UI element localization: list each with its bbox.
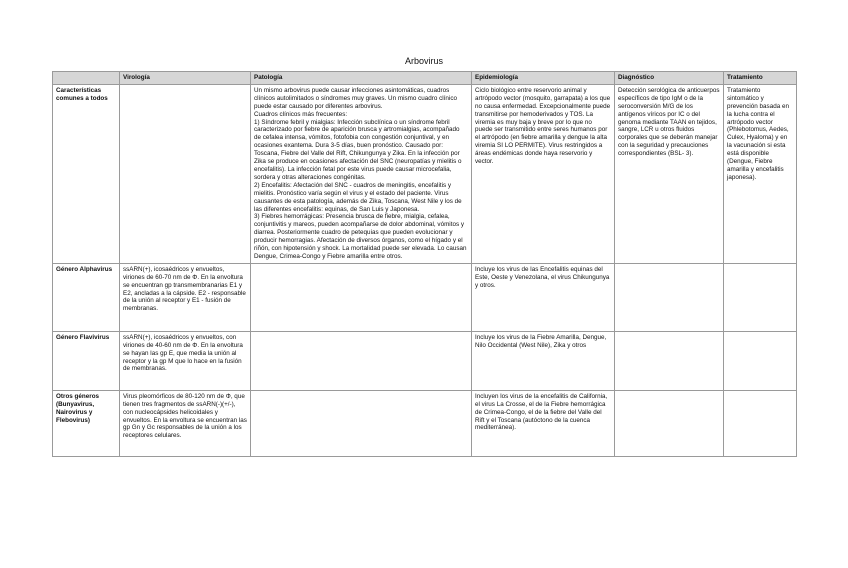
cell-virologia: Virus pleomórficos de 80-120 nm de Φ, que tienen tres fragmentos de ssARN(-)(+/-), con nucleocápsides helicoidales y envueltos. En la envoltura se encuentran las gp Gn y Gc responsables de la unión a los receptores celulares. <box>120 390 251 456</box>
table-row <box>53 390 797 456</box>
header-diagnostico: Diagnóstico <box>615 72 724 85</box>
cell-patologia <box>251 390 472 456</box>
row-head: Género Flavivirus <box>53 331 120 390</box>
cell-epidemiologia: Ciclo biológico entre reservorio animal y artrópodo vector (mosquito, garrapata) a los que no causa enfermedad. Excepcionalmente puede transmitirse por hemoderivados y TOS. La viremia es muy baja y breve por lo que no puede ser transmitido entre seres humanos por el artrópodo (en fiebre amarilla y dengue la alta viremia SI LO PERMITE). Virus restringidos a áreas endémicas donde haya reservorio y vector. <box>472 84 615 263</box>
cell-diagnostico <box>615 263 724 331</box>
cell-diagnostico <box>615 331 724 390</box>
table-header-row <box>53 72 797 85</box>
header-tratamiento: Tratamiento <box>724 72 797 85</box>
cell-virologia: ssARN(+), icosaédricos y envueltos, viriones de 60-70 nm de Φ. En la envoltura se encuentran gp transmembranarias E1 y E2, ancladas a la cápside. E2 - responsable de la unión al receptor y E1 - fusión de membranas. <box>120 263 251 331</box>
document-title: Arbovirus <box>404 56 443 66</box>
cell-patologia <box>251 263 472 331</box>
cell-diagnostico: Detección serológica de anticuerpos específicos de tipo IgM o de la seroconversión M/G de los antígenos víricos por IC o del genoma mediante TAAN en tejidos, sangre, LCR u otros fluidos corporales que se deberán manejar con la seguridad y precauciones correspondientes (BSL- 3). <box>615 84 724 263</box>
cell-patologia: Un mismo arbovirus puede causar infecciones asintomáticas, cuadros clínicos autolimitados o síndromes muy graves. Un mismo cuadro clínico puede estar causado por diferentes arbovirus. Cuadros clínicos más frecuentes: 1) Síndrome febril y mialgias: Infección subclínica o un síndrome febril caracterizado por fiebre de aparición brusca y artromialgias, acompañado de cefalea intensa, vómitos, fotofobia con congestión conjuntival, y en ocasiones exantema. Dura 3-5 días, buen pronóstico. Causado por: Toscana, Fiebre del Valle del Rift, Chikungunya y Zika. En la infección por Zika se produce en ocasiones afectación del SNC (neuropatías y mielitis o encefalitis). La infección fetal por este virus puede causar microcefalia, sordera y otras alteraciones congénitas. 2) Encefalitis: Afectación del SNC - cuadros de meningitis, encefalitis y mielitis. Pronóstico varía según el virus y el estado del paciente. Virus causantes de esta patología, además de Zika, Toscana, West Nile y los de las diferentes encefalitis: equinas, de San Luis y Japonesa. 3) Fiebres hemorrágicas: Presencia brusca de fiebre, mialgia, cefalea, conjuntivitis y mareos, pueden acompañarse de dolor abdominal, vómitos y diarrea. Posteriormente cuadro de petequias que pueden evolucionar y producir hemorragias. Afectación de diversos órganos, como el hígado y el riñón, con hipotensión y shock. La mortalidad puede ser elevada. Lo causan Dengue, Crimea-Congo y Fiebre amarilla entre otros. <box>251 84 472 263</box>
row-head: Características comunes a todos <box>53 84 120 263</box>
arbovirus-table <box>52 71 797 457</box>
cell-tratamiento <box>724 331 797 390</box>
header-virologia: Virología <box>120 72 251 85</box>
cell-epidemiologia: Incluyen los virus de la encefalitis de California, el virus La Crosse, el de la Fiebre hemorrágica de Crimea-Congo, el de la fiebre del Valle del Rift y el Toscana (autóctono de la cuenca mediterránea). <box>472 390 615 456</box>
cell-tratamiento: Tratamiento sintomático y prevención basada en la lucha contra el artrópodo vector (Phlebotomus, Aedes, Culex, Hyaloma) y en la vacunación si esta está disponible (Dengue, Fiebre amarilla y encefalitis japonesa). <box>724 84 797 263</box>
header-empty <box>53 72 120 85</box>
header-patologia: Patología <box>251 72 472 85</box>
cell-patologia <box>251 331 472 390</box>
row-head: Género Alphavirus <box>53 263 120 331</box>
row-head: Otros géneros (Bunyavirus, Nairovirus y Flebovirus) <box>53 390 120 456</box>
table-row <box>53 331 797 390</box>
table-row <box>53 263 797 331</box>
cell-virologia: ssARN(+), icosaédricos y envueltos, con viriones de 40-60 nm de Φ. En la envoltura se hayan las gp E, que media la unión al receptor y la gp M que lo hace en la fusión de membranas. <box>120 331 251 390</box>
cell-tratamiento <box>724 263 797 331</box>
cell-epidemiologia: Incluye los virus de la Fiebre Amarilla, Dengue, Nilo Occidental (West Nile), Zika y otros <box>472 331 615 390</box>
cell-tratamiento <box>724 390 797 456</box>
cell-virologia <box>120 84 251 263</box>
header-epidemiologia: Epidemiología <box>472 72 615 85</box>
table-row <box>53 84 797 263</box>
cell-diagnostico <box>615 390 724 456</box>
cell-epidemiologia: Incluye los virus de las Encefalitis equinas del Este, Oeste y Venezolana, el virus Chikungunya y otros. <box>472 263 615 331</box>
